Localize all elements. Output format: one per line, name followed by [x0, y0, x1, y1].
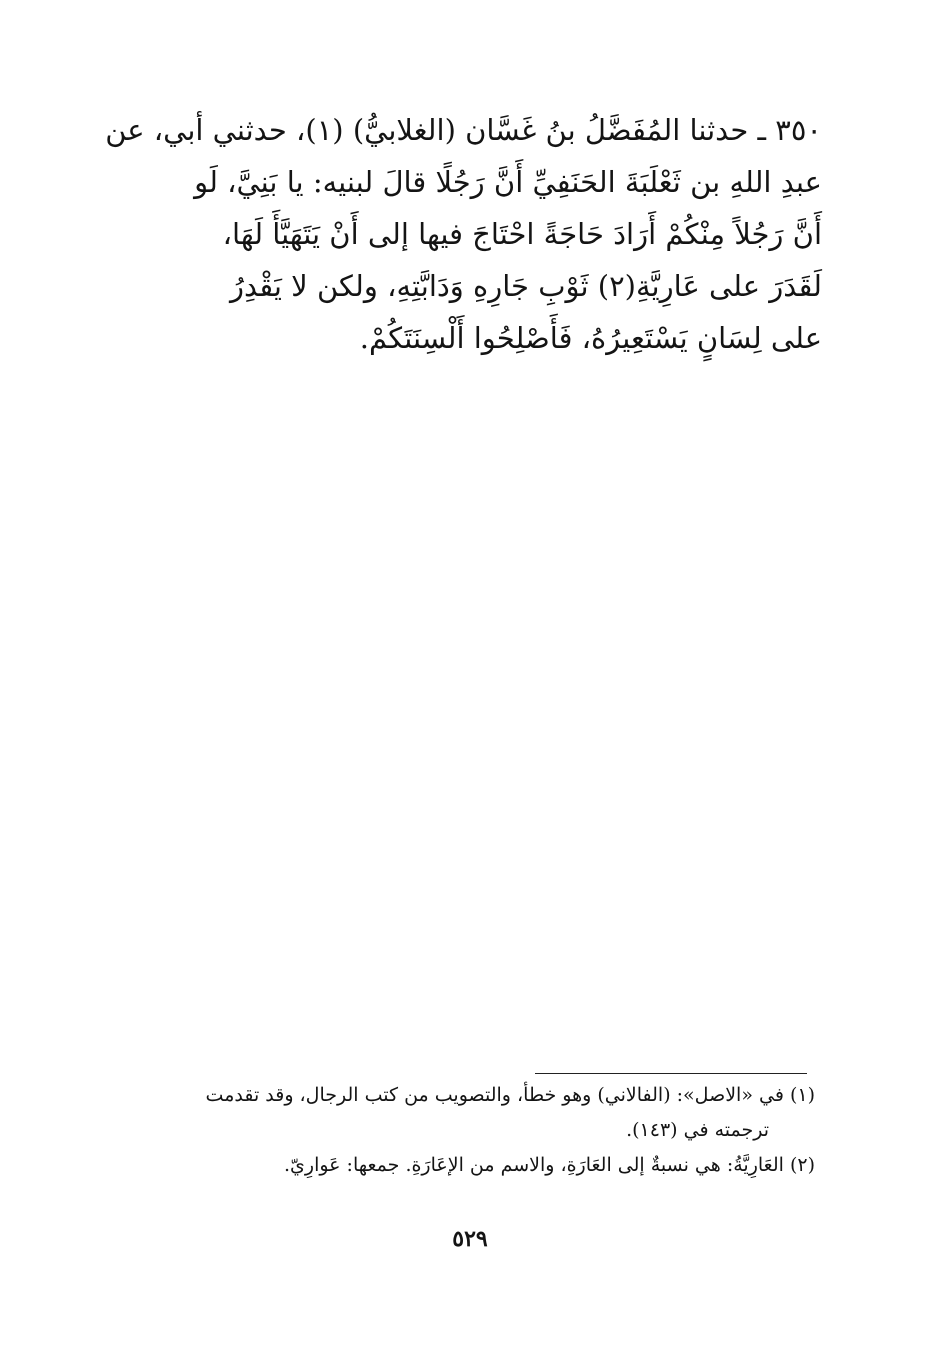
footnotes [125, 1078, 815, 1183]
main-text [105, 104, 822, 364]
footnote-divider [535, 1073, 807, 1074]
footnote-1-continuation: ترجمته في (١٤٣). [626, 1119, 769, 1141]
footnote-1: (١) في «الاصل»: (الفالاني) وهو خطأ، والتصويب من كتب الرجال، وقد تقدمت [205, 1084, 815, 1106]
text-line: أَنَّ رَجُلاً مِنْكُمْ أَرَادَ حَاجَةً احْتَاجَ فيها إلى أَنْ يَتَهَيَّأَ لَهَا، [222, 217, 822, 251]
text-line: لَقَدَرَ على عَارِيَّةِ(٢) ثَوْبِ جَارِهِ وَدَابَّتِهِ، ولكن لا يَقْدِرُ [230, 269, 822, 303]
text-line: على لِسَانٍ يَسْتَعِيرُهُ، فَأَصْلِحُوا أَلْسِنَتَكُمْ. [359, 321, 822, 355]
page-number: ٥٢٩ [452, 1226, 488, 1252]
footnote-2: (٢) العَارِيَّةُ: هي نسبةٌ إلى العَارَةِ، والاسم من الإعَارَةِ. جمعها: عَوارِيّ. [284, 1154, 815, 1176]
text-line: عبدِ اللهِ بن ثَعْلَبَةَ الحَنَفِيِّ أَنَّ رَجُلًا قالَ لبنيه: يا بَنِيَّ، لَو [194, 165, 822, 199]
text-line: ٣٥٠ ـ حدثنا المُفَضَّلُ بنُ غَسَّان (الغلابيُّ) (١)، حدثني أبي، عن [105, 113, 822, 147]
